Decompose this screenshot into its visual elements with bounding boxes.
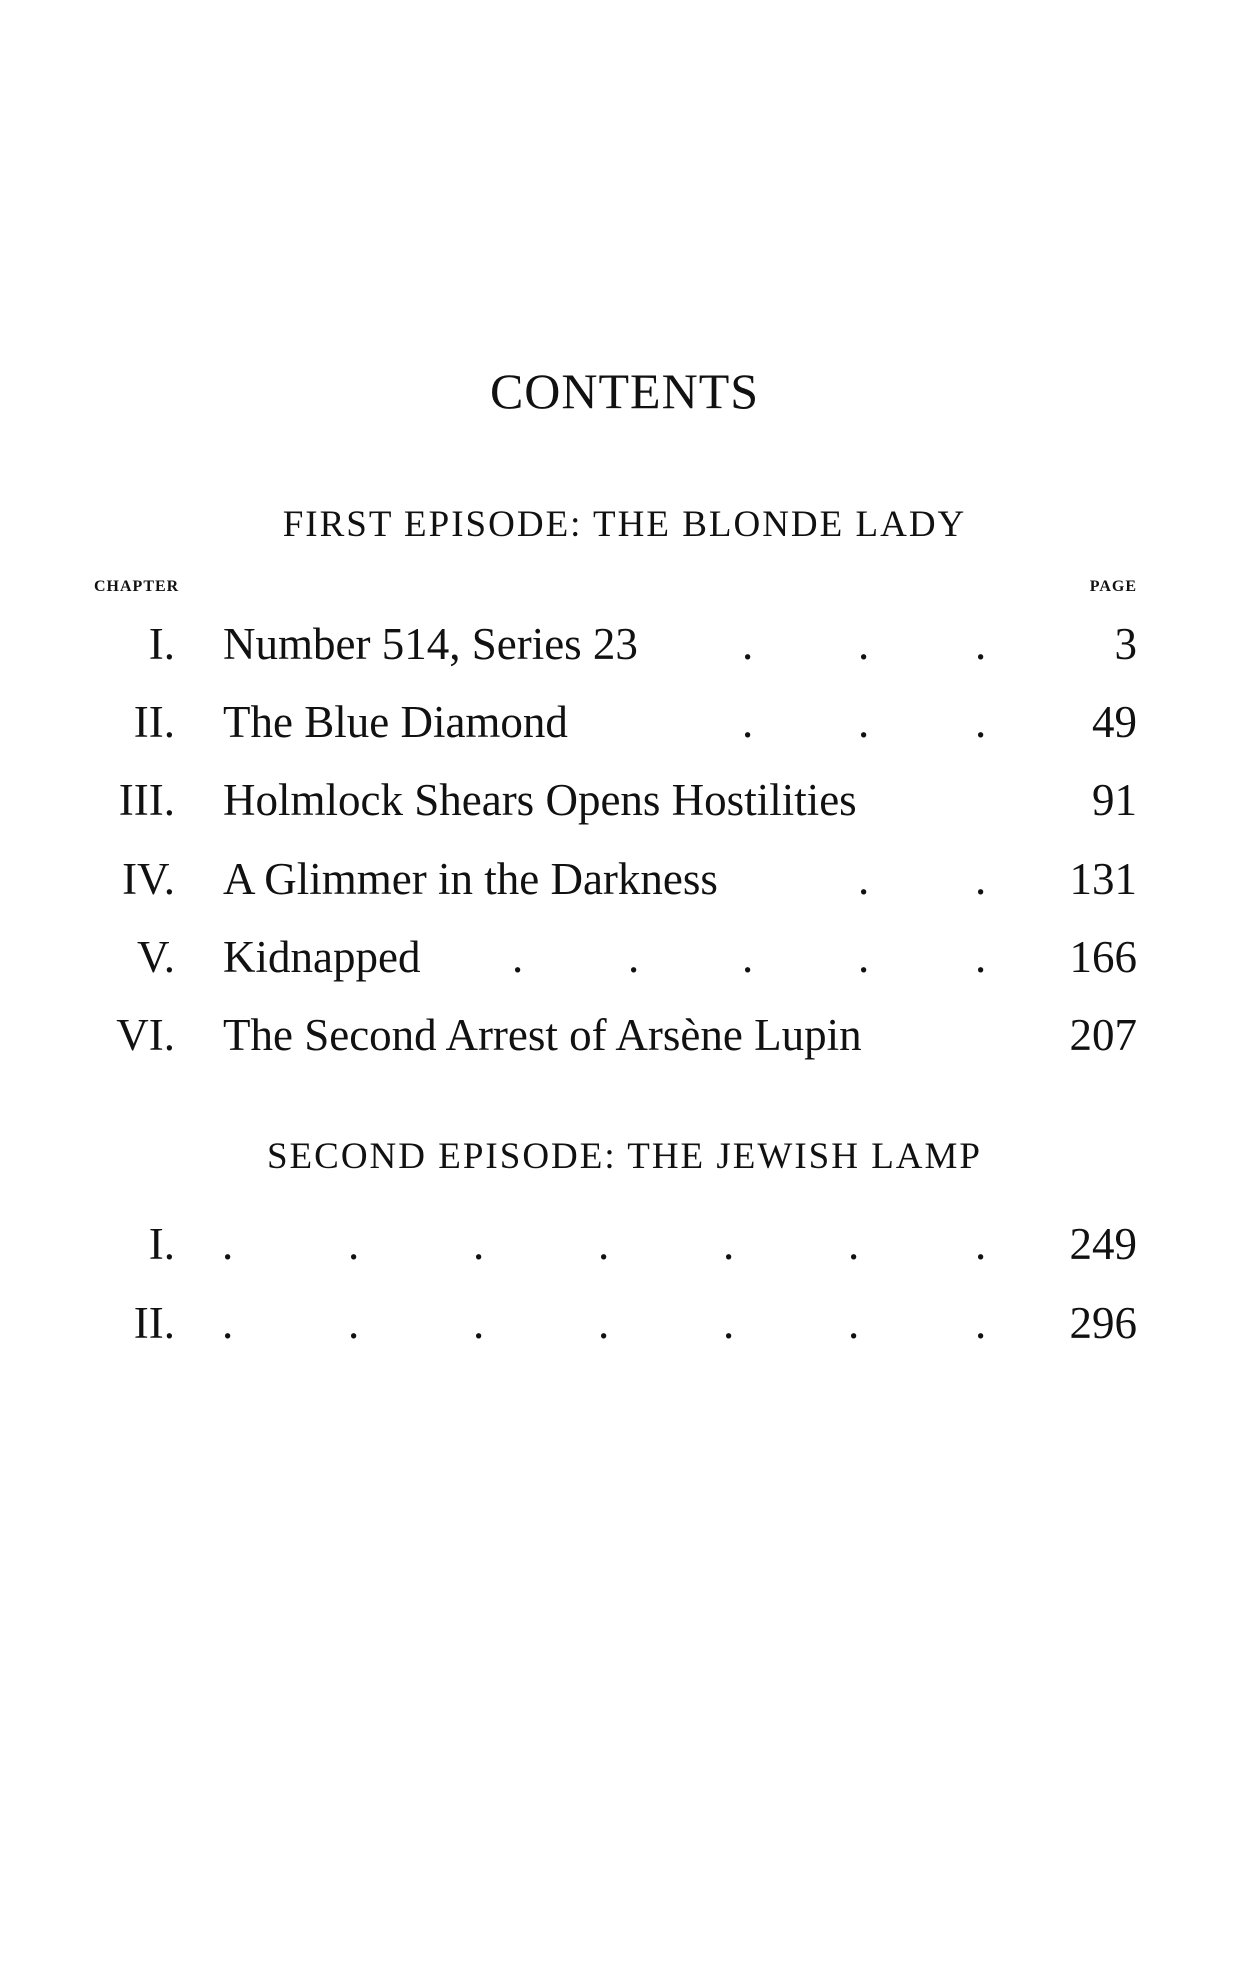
chapter-number: VI. (116, 1010, 175, 1060)
chapter-number: II. (133, 1298, 175, 1348)
chapter-number: V. (137, 932, 175, 982)
chapter-column-label: CHAPTER (94, 578, 180, 595)
leader-dot: . (348, 1298, 360, 1348)
leader-dot: . (222, 1219, 234, 1269)
chapter-title: Holmlock Shears Opens Hostilities (223, 775, 857, 825)
episode-heading: SECOND EPISODE: THE JEWISH LAMP (266, 1136, 982, 1177)
toc-entry (0, 696, 1249, 756)
leader-dot: . (473, 1298, 485, 1348)
leader-dot: . (975, 1219, 987, 1269)
page-number: 3 (1114, 619, 1137, 669)
chapter-number: II. (133, 697, 175, 747)
page-number: 131 (1069, 854, 1137, 904)
leader-dot: . (975, 1298, 987, 1348)
leader-dot: . (975, 619, 987, 669)
leader-dot: . (975, 932, 987, 982)
episode-heading: FIRST EPISODE: THE BLONDE LADY (282, 504, 967, 545)
leader-dot: . (858, 697, 870, 747)
chapter-number: I. (148, 619, 175, 669)
leader-dot: . (598, 1219, 610, 1269)
leader-dot: . (348, 1219, 360, 1269)
chapter-number: III. (118, 775, 175, 825)
page-number: 49 (1092, 697, 1137, 747)
leader-dot: . (742, 697, 754, 747)
chapter-title: The Second Arrest of Arsène Lupin (223, 1010, 862, 1060)
page-title: CONTENTS (489, 363, 760, 419)
leader-dot: . (222, 1298, 234, 1348)
leader-dot: . (975, 854, 987, 904)
chapter-title: The Blue Diamond (223, 697, 568, 747)
leader-dot: . (858, 619, 870, 669)
leader-dot: . (723, 1298, 735, 1348)
leader-dot: . (742, 619, 754, 669)
page-column-label: PAGE (1089, 578, 1137, 595)
leader-dot: . (723, 1219, 735, 1269)
toc-entry (0, 774, 1249, 834)
chapter-number: I. (148, 1219, 175, 1269)
leader-dot: . (473, 1219, 485, 1269)
leader-dot: . (858, 854, 870, 904)
page-number: 296 (1069, 1298, 1137, 1348)
toc-entry (0, 853, 1249, 913)
toc-entry (0, 1009, 1249, 1069)
chapter-number: IV. (122, 854, 175, 904)
chapter-title: Kidnapped (223, 932, 421, 982)
leader-dot: . (742, 932, 754, 982)
toc-entry (0, 1218, 1249, 1278)
chapter-title: Number 514, Series 23 (223, 619, 638, 669)
leader-dot: . (848, 1298, 860, 1348)
page-number: 249 (1069, 1219, 1137, 1269)
page-number: 207 (1069, 1010, 1137, 1060)
leader-dot: . (848, 1219, 860, 1269)
chapter-title: A Glimmer in the Darkness (223, 854, 718, 904)
page-number: 91 (1092, 775, 1137, 825)
page-number: 166 (1069, 932, 1137, 982)
toc-entry (0, 618, 1249, 678)
toc-entry (0, 931, 1249, 991)
leader-dot: . (598, 1298, 610, 1348)
leader-dot: . (975, 697, 987, 747)
leader-dot: . (628, 932, 640, 982)
leader-dot: . (512, 932, 524, 982)
toc-entry (0, 1297, 1249, 1357)
leader-dot: . (858, 932, 870, 982)
